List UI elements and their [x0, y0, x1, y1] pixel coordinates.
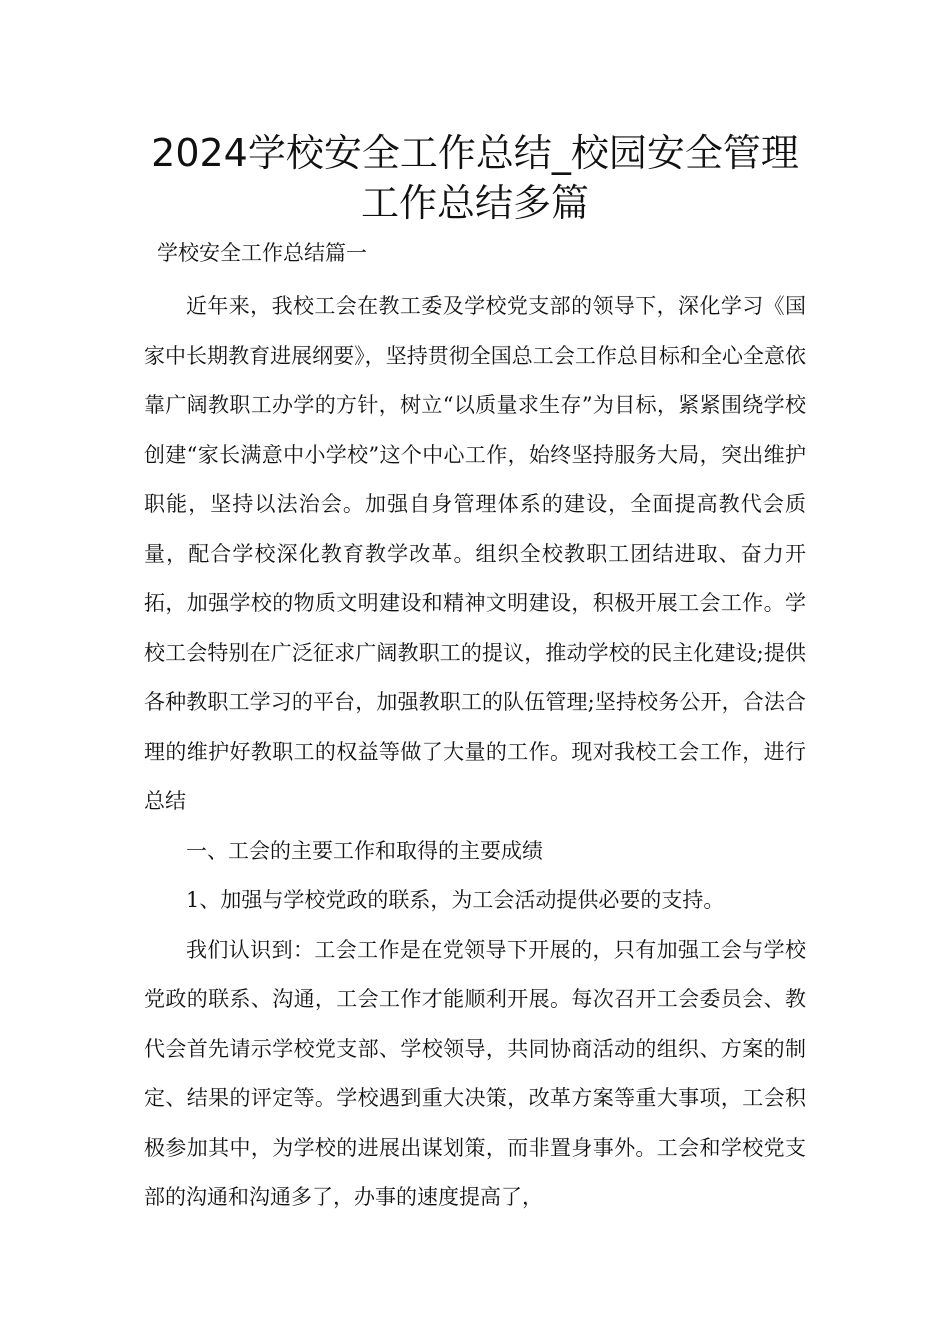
- document-body: [144, 282, 806, 1223]
- title-line-2: 工作总结多篇: [360, 181, 589, 225]
- paragraph-detail: 我们认识到：工会工作是在党领导下开展的，只有加强工会与学校党政的联系、沟通，工会工作才能顺利开展。每次召开工会委员会、教代会首先请示学校党支部、学校领导，共同协商活动的组织、方案的制定、结果的评定等。学校遇到重大决策，改革方案等重大事项，工会积极参加其中，为学校的进展出谋划策，而非置身事外。工会和学校党支部的沟通和沟通多了，办事的速度提高了，: [144, 937, 806, 1209]
- paragraph-heading-1: 一、工会的主要工作和取得的主要成绩: [186, 838, 543, 863]
- paragraph-intro: 近年来，我校工会在教工委及学校党支部的领导下，深化学习《国家中长期教育进展纲要》，坚持贯彻全国总工会工作总目标和全心全意依靠广阔教职工办学的方针，树立“以质量求生存”为目标，紧紧围绕学校创建“家长满意中小学校”这个中心工作，始终坚持服务大局，突出维护职能，坚持以法治会。加强自身管理体系的建设，全面提高教代会质量，配合学校深化教育教学改革。组织全校教职工团结进取、奋力开拓，加强学校的物质文明建设和精神文明建设，积极开展工会工作。学校工会特别在广泛征求广阔教职工的提议，推动学校的民主化建设;提供各种教职工学习的平台，加强教职工的队伍管理;坚持校务公开，合法合理的维护好教职工的权益等做了大量的工作。现对我校工会工作，进行总结: [144, 294, 806, 813]
- title-line-1: 2024学校安全工作总结_校园安全管理: [151, 131, 799, 175]
- section-heading: 学校安全工作总结篇一: [157, 241, 367, 265]
- document-title: [100, 128, 850, 228]
- paragraph-item-1: 1、加强与学校党政的联系，为工会活动提供必要的支持。: [186, 888, 725, 912]
